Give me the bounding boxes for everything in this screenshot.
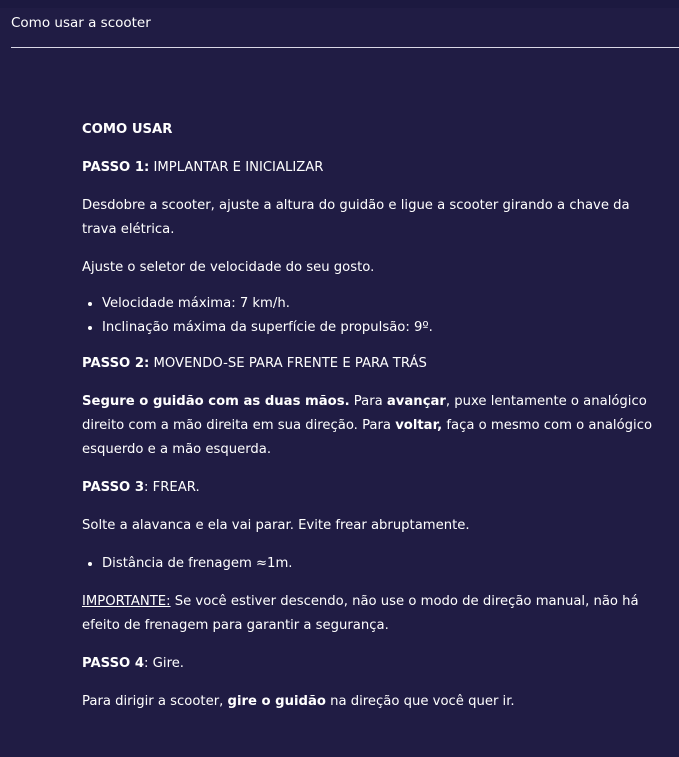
step4-title: : Gire. [144,656,185,671]
important-text: Se você estiver descendo, não use o modo de direção manual, não há efeito de frenagem para garantir a segurança. [82,594,639,633]
step4-text-2: na direção que você quer ir. [325,694,515,709]
list-item: • Inclinação máxima da superfície de propulsão: 9º. [102,316,662,340]
important-note [82,590,662,638]
step2-title: MOVENDO-SE PARA FRENTE E PARA TRÁS [149,356,427,371]
step4-bold-turn: gire o guidão [227,694,326,709]
article-content [82,118,662,714]
list-item: • Velocidade máxima: 7 km/h. [102,292,662,316]
step3-bullet-list [82,552,662,576]
step2-heading [82,352,662,376]
step3-title: : FREAR. [144,480,200,495]
step2-bold-back: voltar, [395,418,443,433]
step2-bold-grip: Segure o guidão com as duas mãos. [82,394,350,409]
step1-paragraph: Desdobre a scooter, ajuste a altura do guidão e ligue a scooter girando a chave da trava elétrica. [82,198,630,237]
step2-bold-forward: avançar [386,394,446,409]
header-divider [11,47,679,48]
top-strip [0,0,679,8]
step4-label: PASSO 4 [82,656,145,671]
step2-text-1: Para [349,394,387,409]
step3-label: PASSO 3 [82,480,145,495]
important-label: IMPORTANTE: [82,594,171,609]
step3-paragraph: Solte a alavanca e ela vai parar. Evite frear abruptamente. [82,518,470,533]
step4-paragraph [82,690,662,714]
step1-label: PASSO 1: [82,160,150,175]
step2-text-2: , puxe lentamente o analógico direito com a mão direita em sua direção. Para [82,394,647,433]
page-title: Como usar a scooter [11,15,151,31]
section-heading: COMO USAR [82,122,173,137]
step1-speed-paragraph: Ajuste o seletor de velocidade do seu gosto. [82,260,375,275]
step2-label: PASSO 2: [82,356,150,371]
step1-title: IMPLANTAR E INICIALIZAR [149,160,324,175]
list-item: • Distância de frenagem ≈1m. [102,552,662,576]
step1-heading [82,156,662,180]
step4-text-1: Para dirigir a scooter, [82,694,228,709]
step2-paragraph [82,390,662,462]
step3-heading [82,476,662,500]
step1-bullet-list [82,292,662,340]
step2-text-3: faça o mesmo com o analógico esquerdo e a mão esquerda. [82,418,653,457]
step4-heading [82,652,662,676]
